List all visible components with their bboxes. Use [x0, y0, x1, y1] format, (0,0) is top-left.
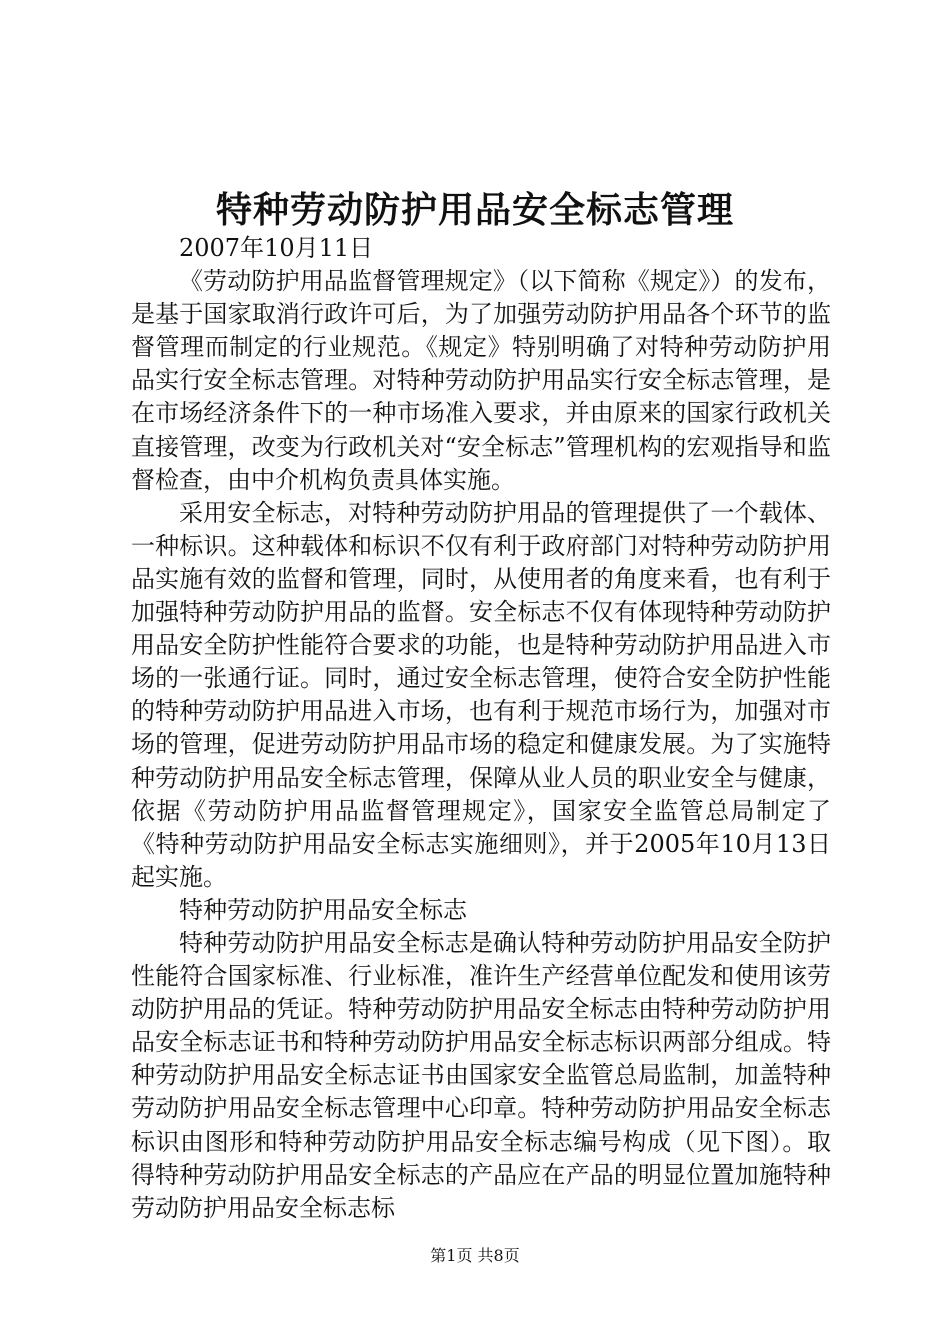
page-footer: 第1页 共8页 [430, 1246, 520, 1265]
section-subheading: 特种劳动防护用品安全标志 [179, 895, 467, 924]
body-paragraph-2: 采用安全标志，对特种劳动防护用品的管理提供了一个载体、一种标识。这种载体和标识不仅有利于政府部门对特种劳动防护用品实施有效的监督和管理，同时，从使用者的角度来看，也有利于加强特种劳动防护用品的监督。安全标志不仅有体现特种劳动防护用品安全防护性能符合要求的功能，也是特种劳动防护用品进入市场的一张通行证。同时，通过安全标志管理，使符合安全防护性能的特种劳动防护用品进入市场，也有利于规范市场行为，加强对市场的管理，促进劳动防护用品市场的稳定和健康发展。为了实施特种劳动防护用品安全标志管理，保障从业人员的职业安全与健康，依据《劳动防护用品监督管理规定》，国家安全监管总局制定了《特种劳动防护用品安全标志实施细则》，并于2005年10月13日起实施。 [131, 498, 831, 891]
document-title: 特种劳动防护用品安全标志管理 [215, 189, 734, 231]
body-paragraph-3: 特种劳动防护用品安全标志是确认特种劳动防护用品安全防护性能符合国家标准、行业标准，准许生产经营单位配发和使用该劳动防护用品的凭证。特种劳动防护用品安全标志由特种劳动防护用品安全标志证书和特种劳动防护用品安全标志标识两部分组成。特种劳动防护用品安全标志证书由国家安全监管总局监制，加盖特种劳动防护用品安全标志管理中心印章。特种劳动防护用品安全标志标识由图形和特种劳动防护用品安全标志编号构成（见下图）。取得特种劳动防护用品安全标志的产品应在产品的明显位置加施特种劳动防护用品安全标志标 [131, 928, 831, 1222]
body-paragraph-1: 《劳动防护用品监督管理规定》（以下简称《规定》）的发布，是基于国家取消行政许可后，为了加强劳动防护用品各个环节的监督管理而制定的行业规范。《规定》特别明确了对特种劳动防护用品实行安全标志管理。对特种劳动防护用品实行安全标志管理，是在市场经济条件下的一种市场准入要求，并由原来的国家行政机关直接管理，改变为行政机关对“安全标志”管理机构的宏观指导和监督检查，由中介机构负责具体实施。 [131, 267, 831, 494]
document-date: 2007年10月11日 [179, 234, 374, 262]
document-body [131, 232, 831, 1225]
